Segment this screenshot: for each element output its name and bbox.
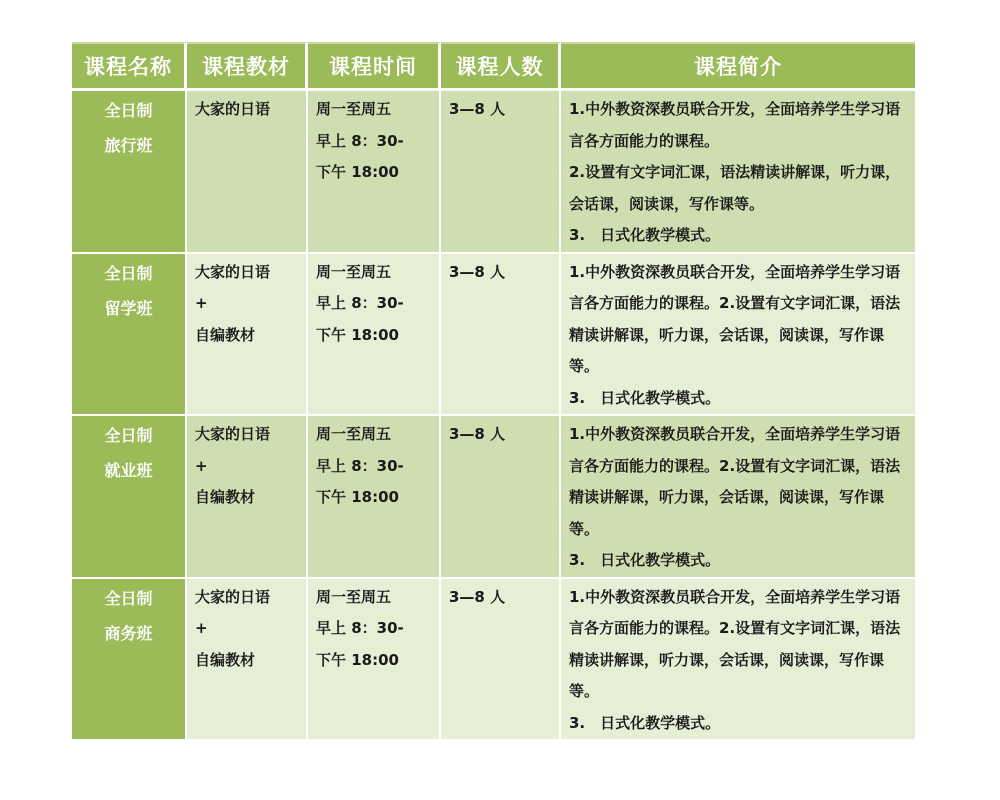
course-name-line: 留学班	[104, 298, 153, 318]
class-size-value: 3—8 人	[449, 425, 506, 443]
material-cell	[187, 416, 308, 579]
header-row	[72, 42, 915, 91]
course-name-line: 全日制	[104, 426, 153, 445]
table-row	[72, 416, 915, 579]
material-line: 大家的日语	[195, 587, 271, 606]
time-line: 周一至周五	[316, 425, 392, 443]
material-cell	[187, 91, 308, 254]
course-name-cell	[72, 416, 187, 579]
time-cell	[308, 91, 441, 254]
time-line: 早上 8：30-	[316, 619, 404, 637]
intro-line: 1.中外教资深教员联合开发，全面培养学生学习语言各方面能力的课程。2.设置有文字词汇课，语法精读讲解课，听力课，会话课，阅读课，写作课等。	[569, 262, 901, 375]
course-table	[72, 42, 915, 741]
intro-line: 1.中外教资深教员联合开发，全面培养学生学习语言各方面能力的课程。2.设置有文字词汇课，语法精读讲解课，听力课，会话课，阅读课，写作课等。	[569, 587, 901, 700]
header-course-name: 课程名称	[72, 42, 187, 91]
intro-line: 3. 日式化教学模式。	[569, 713, 721, 732]
intro-line: 3. 日式化教学模式。	[569, 388, 721, 407]
header-class-size: 课程人数	[441, 42, 561, 91]
course-name-line: 旅行班	[104, 136, 153, 155]
intro-line: 1.中外教资深教员联合开发，全面培养学生学习语言各方面能力的课程。	[569, 100, 901, 150]
time-cell	[308, 579, 441, 742]
material-line: +	[195, 456, 208, 475]
header-course-material: 课程教材	[187, 42, 308, 91]
course-name-cell	[72, 91, 187, 254]
table-row	[72, 579, 915, 742]
time-line: 早上 8：30-	[316, 456, 404, 475]
header-course-time: 课程时间	[308, 42, 441, 91]
material-line: +	[195, 294, 208, 312]
time-line: 周一至周五	[316, 587, 392, 606]
time-line: 周一至周五	[316, 100, 392, 118]
time-cell	[308, 254, 441, 417]
material-line: 大家的日语	[195, 262, 271, 281]
time-line: 下午 18:00	[316, 163, 399, 181]
intro-line: 3. 日式化教学模式。	[569, 551, 721, 569]
material-cell	[187, 254, 308, 417]
class-size-cell	[441, 579, 561, 742]
material-line: 自编教材	[195, 325, 256, 344]
course-name-line: 全日制	[104, 263, 153, 283]
class-size-cell	[441, 416, 561, 579]
course-name-line: 商务班	[104, 623, 153, 643]
class-size-cell	[441, 91, 561, 254]
course-name-line: 就业班	[104, 461, 153, 480]
class-size-value: 3—8 人	[449, 100, 506, 118]
time-line: 下午 18:00	[316, 488, 399, 506]
material-cell	[187, 579, 308, 742]
header-course-intro: 课程简介	[561, 42, 915, 91]
material-line: +	[195, 619, 208, 637]
table-row	[72, 91, 915, 254]
material-line: 自编教材	[195, 650, 256, 669]
course-name-cell	[72, 579, 187, 742]
material-line: 大家的日语	[195, 425, 271, 443]
class-size-cell	[441, 254, 561, 417]
class-size-value: 3—8 人	[449, 587, 506, 606]
time-line: 早上 8：30-	[316, 131, 404, 150]
time-line: 早上 8：30-	[316, 294, 404, 312]
intro-cell	[561, 91, 915, 254]
time-line: 下午 18:00	[316, 325, 399, 344]
intro-line: 3. 日式化教学模式。	[569, 226, 721, 244]
course-name-line: 全日制	[104, 101, 153, 120]
material-line: 大家的日语	[195, 100, 271, 118]
material-line: 自编教材	[195, 488, 256, 506]
time-line: 周一至周五	[316, 262, 392, 281]
intro-cell	[561, 254, 915, 417]
time-cell	[308, 416, 441, 579]
course-name-line: 全日制	[104, 588, 153, 608]
course-name-cell	[72, 254, 187, 417]
intro-cell	[561, 579, 915, 742]
intro-line: 1.中外教资深教员联合开发，全面培养学生学习语言各方面能力的课程。2.设置有文字词汇课，语法精读讲解课，听力课，会话课，阅读课，写作课等。	[569, 425, 901, 538]
intro-line: 2.设置有文字词汇课，语法精读讲解课，听力课，会话课，阅读课，写作课等。	[569, 163, 901, 213]
table-row	[72, 254, 915, 417]
intro-cell	[561, 416, 915, 579]
time-line: 下午 18:00	[316, 650, 399, 669]
class-size-value: 3—8 人	[449, 262, 506, 281]
